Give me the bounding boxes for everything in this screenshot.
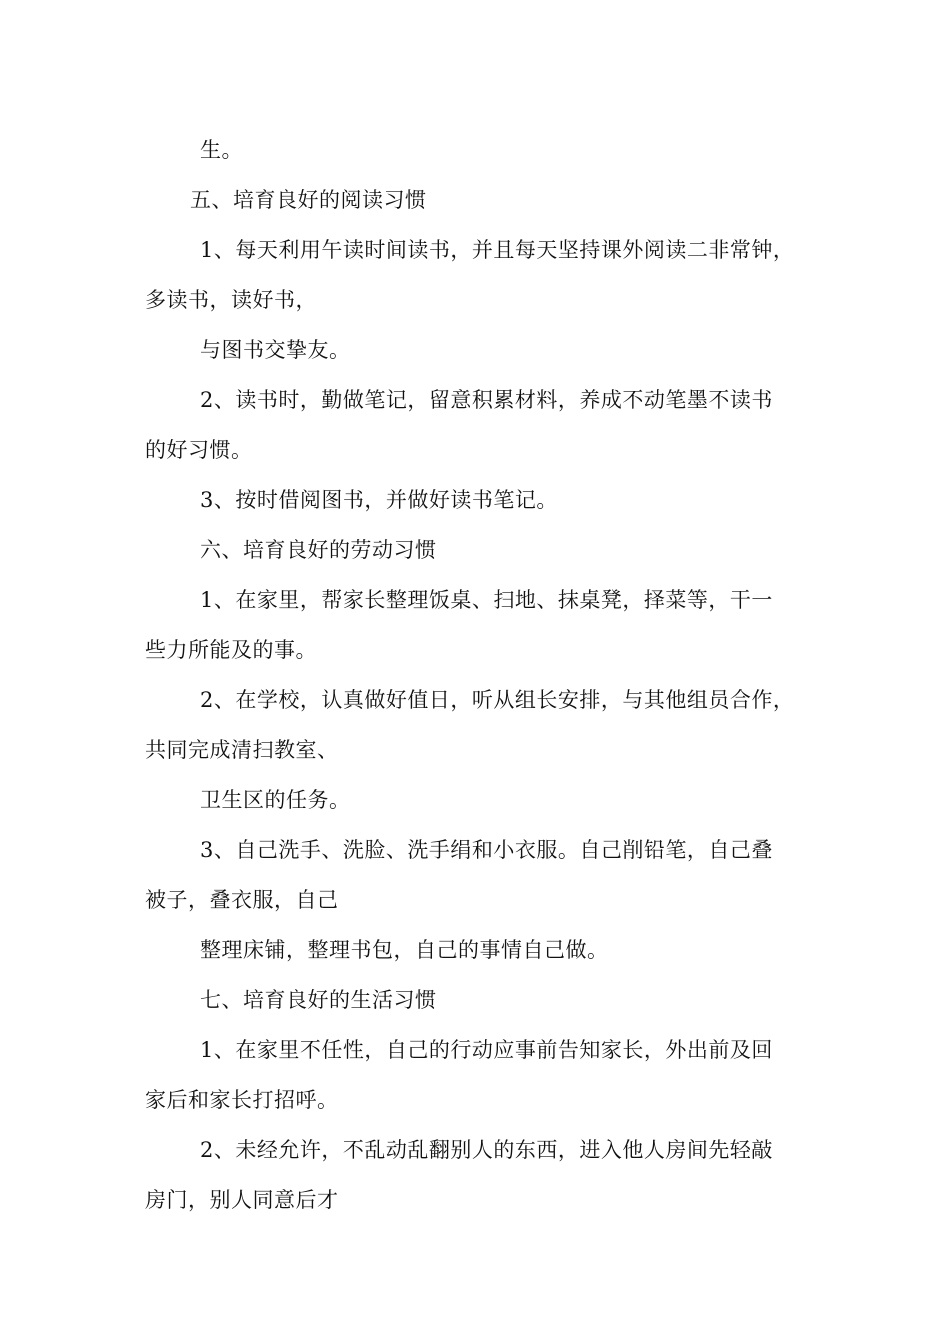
text-line: 的好习惯。 <box>145 438 253 462</box>
text-line: 家后和家长打招呼。 <box>145 1088 339 1112</box>
section-heading: 六、培育良好的劳动习惯 <box>200 538 437 562</box>
text-line: 1、在家里不任性，自己的行动应事前告知家长，外出前及回 <box>200 1038 773 1062</box>
text-line: 3、自己洗手、洗脸、洗手绢和小衣服。自己削铅笔，自己叠 <box>200 838 773 862</box>
section-heading: 七、培育良好的生活习惯 <box>200 988 437 1012</box>
text-line: 1、每天利用午读时间读书，并且每天坚持课外阅读二非常钟， <box>200 238 795 262</box>
text-line: 生。 <box>200 138 243 162</box>
section-heading: 五、培育良好的阅读习惯 <box>190 188 427 212</box>
text-line: 卫生区的任务。 <box>200 788 351 812</box>
text-line: 整理床铺，整理书包，自己的事情自己做。 <box>200 938 609 962</box>
text-line: 2、读书时，勤做笔记，留意积累材料，养成不动笔墨不读书 <box>200 388 773 412</box>
text-line: 些力所能及的事。 <box>145 638 317 662</box>
text-line: 共同完成清扫教室、 <box>145 738 339 762</box>
text-line: 房门，别人同意后才 <box>145 1188 339 1212</box>
text-line: 1、在家里，帮家长整理饭桌、扫地、抹桌凳，择菜等，干一 <box>200 588 773 612</box>
text-line: 被子，叠衣服，自己 <box>145 888 339 912</box>
text-line: 3、按时借阅图书，并做好读书笔记。 <box>200 488 558 512</box>
text-line: 2、未经允许，不乱动乱翻别人的东西，进入他人房间先轻敲 <box>200 1138 773 1162</box>
text-line: 多读书，读好书， <box>145 288 317 312</box>
text-line: 与图书交挚友。 <box>200 338 351 362</box>
text-line: 2、在学校，认真做好值日，听从组长安排，与其他组员合作， <box>200 688 795 712</box>
